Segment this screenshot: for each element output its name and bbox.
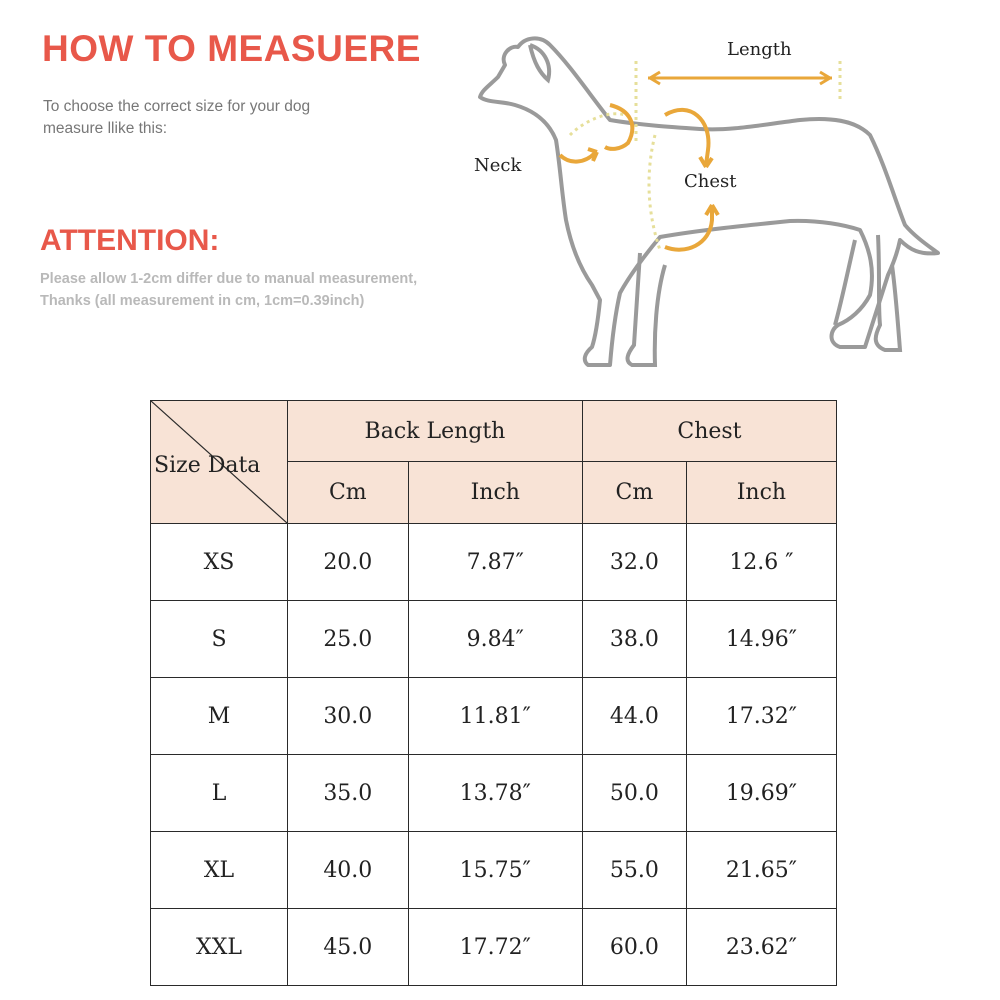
neck-label: Neck [474,155,522,176]
chest-cm-cell: 32.0 [582,524,686,601]
back-cm-cell: 20.0 [288,524,409,601]
back-inch-cell: 11.81″ [408,678,582,755]
back-inch-cell: 15.75″ [408,832,582,909]
chest-inch-cell: 23.62″ [686,909,836,986]
intro-text [43,96,423,140]
corner-header-cell [151,401,288,524]
chest-inch-cell: 21.65″ [686,832,836,909]
dog-measurement-diagram [460,25,960,400]
chest-label: Chest [684,171,737,192]
size-cell: M [151,678,288,755]
size-cell: XXL [151,909,288,986]
page-title: HOW TO MEASUERE [42,28,421,69]
dog-outline [480,38,938,365]
unit-header-back-inch: Inch [408,462,582,524]
back-cm-cell: 25.0 [288,601,409,678]
back-inch-cell: 9.84″ [408,601,582,678]
neck-arrow [560,153,595,162]
intro-line-2: measure llike this: [43,120,168,137]
attention-note [40,268,510,312]
table-row [151,755,837,832]
unit-header-back-cm: Cm [288,462,409,524]
size-cell: XS [151,524,288,601]
size-chart-table [150,400,837,986]
chest-inch-cell: 14.96″ [686,601,836,678]
table-row [151,601,837,678]
table-row [151,524,837,601]
dog-ear [530,45,549,80]
size-cell: XL [151,832,288,909]
chest-guide [649,135,660,250]
length-label: Length [727,39,792,60]
chest-inch-cell: 17.32″ [686,678,836,755]
group-header-back-length: Back Length [288,401,583,462]
chest-cm-cell: 38.0 [582,601,686,678]
size-cell: L [151,755,288,832]
chest-cm-cell: 60.0 [582,909,686,986]
unit-header-chest-inch: Inch [686,462,836,524]
chest-inch-cell: 19.69″ [686,755,836,832]
attention-line-2: Thanks (all measurement in cm, 1cm=0.39inch) [40,293,365,309]
attention-line-1: Please allow 1-2cm differ due to manual measurement, [40,271,418,287]
back-inch-cell: 7.87″ [408,524,582,601]
neck-arrow-top [605,105,632,149]
back-inch-cell: 13.78″ [408,755,582,832]
corner-label: Size Data [154,453,261,478]
group-header-chest: Chest [582,401,836,462]
chest-cm-cell: 50.0 [582,755,686,832]
unit-header-chest-cm: Cm [582,462,686,524]
chest-cm-cell: 44.0 [582,678,686,755]
chest-cm-cell: 55.0 [582,832,686,909]
size-cell: S [151,601,288,678]
back-cm-cell: 30.0 [288,678,409,755]
table-row [151,678,837,755]
back-cm-cell: 40.0 [288,832,409,909]
neck-guide [570,114,625,135]
table-row [151,909,837,986]
intro-line-1: To choose the correct size for your dog [43,98,311,115]
attention-heading: ATTENTION: [40,224,220,257]
back-cm-cell: 35.0 [288,755,409,832]
table-row [151,832,837,909]
back-inch-cell: 17.72″ [408,909,582,986]
chest-inch-cell: 12.6 ″ [686,524,836,601]
back-cm-cell: 45.0 [288,909,409,986]
